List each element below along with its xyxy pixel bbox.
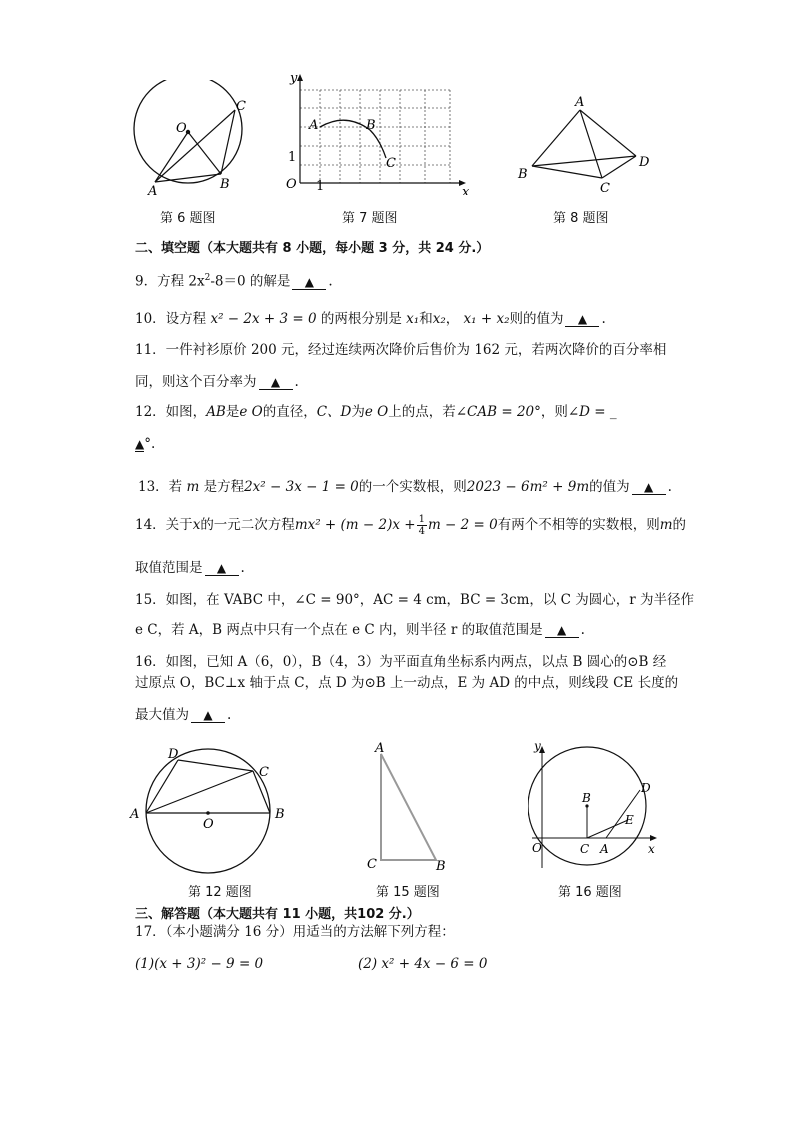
question-15-line1: 15．如图，在 VABC 中，∠C = 90°，AC = 4 cm，BC = 3cm，以 C 为圆心，r 为半径作: [135, 592, 695, 608]
question-17-part1: (1)(x + 3)² − 9 = 0: [135, 956, 264, 972]
label-d: D: [639, 155, 650, 170]
label-b: B: [366, 118, 376, 133]
figure-6: [128, 80, 258, 200]
caption-fig8: 第 8 题图: [553, 211, 609, 226]
label-origin: O: [286, 177, 297, 192]
section-2-heading: 二、填空题（本大题共有 8 小题，每小题 3 分，共 24 分.）: [135, 241, 490, 256]
label-c: C: [386, 156, 396, 171]
label-d: D: [168, 747, 179, 762]
question-11-line1: 11．一件衬衫原价 200 元，经过连续两次降价后售价为 162 元，若两次降价的百分率相: [135, 342, 667, 358]
question-12-line1: 12．如图，AB是e O的直径，C、D为e O上的点，若∠CAB = 20°，则∠D = _: [135, 404, 617, 420]
caption-fig6: 第 6 题图: [160, 211, 216, 226]
caption-fig7: 第 7 题图: [342, 211, 398, 226]
label-o: O: [176, 121, 187, 136]
label-e: E: [625, 813, 634, 827]
section-3-heading: 三、解答题（本大题共有 11 小题，共102 分.）: [135, 907, 420, 922]
arc-abc: [320, 120, 386, 158]
question-16-line1: 16．如图，已知 A（6，0），B（4，3）为平面直角坐标系内两点，以点 B 圆心的⊙B 经: [135, 654, 667, 670]
label-one-x: 1: [316, 179, 325, 194]
label-d: D: [641, 781, 651, 795]
label-b: B: [582, 791, 591, 805]
label-b: B: [518, 167, 528, 182]
question-16-line2: 过原点 O，BC⊥x 轴于点 C，点 D 为⊙B 上一动点，E 为 AD 的中点，则线段 CE 长度的: [135, 675, 679, 691]
label-a: A: [375, 741, 385, 756]
label-c: C: [259, 765, 269, 780]
answer-blank[interactable]: ▲: [292, 275, 326, 290]
question-10: 10．设方程 x² − 2x + 3 = 0 的两根分别是 x₁和x₂， x₁ + x₂则的值为 ▲ .: [135, 311, 606, 327]
question-11-line2: 同，则这个百分率为 ▲ .: [135, 374, 299, 390]
q9-sup: 2: [204, 273, 211, 283]
question-17-intro: 17．（本小题满分 16 分）用适当的方法解下列方程：: [135, 924, 455, 940]
label-c: C: [236, 99, 246, 114]
answer-blank[interactable]: ▲: [545, 623, 579, 638]
figure-12: [128, 740, 298, 880]
answer-blank[interactable]: ▲: [205, 561, 239, 576]
caption-fig16: 第 16 题图: [558, 885, 622, 900]
figure-16-diagram: [528, 740, 663, 875]
label-a: A: [148, 184, 158, 199]
label-a: A: [309, 118, 319, 133]
label-o: O: [203, 817, 214, 832]
label-a: A: [130, 807, 140, 822]
circle-o: [146, 749, 270, 873]
label-y: y: [290, 71, 298, 86]
q10-equation: x² − 2x + 3 = 0: [210, 311, 317, 327]
caption-fig12: 第 12 题图: [188, 885, 252, 900]
label-a: A: [575, 95, 585, 110]
figure-7-diagram: [282, 70, 477, 195]
triangle-abc: [381, 754, 436, 860]
figure-15-diagram: [360, 738, 460, 873]
label-c: C: [600, 181, 610, 196]
figure-7: [282, 70, 477, 195]
figure-6-diagram: [128, 80, 258, 200]
question-15-line2: e C，若 A，B 两点中只有一个点在 e C 内，则半径 r 的取值范围是 ▲ .: [135, 622, 585, 638]
question-12-line2: ▲°.: [135, 436, 156, 452]
answer-blank[interactable]: ▲: [565, 312, 599, 327]
caption-fig15: 第 15 题图: [376, 885, 440, 900]
label-origin: O: [532, 841, 542, 855]
label-x: x: [648, 842, 655, 856]
figure-8-diagram: [512, 92, 662, 197]
label-y: y: [534, 740, 541, 753]
label-b: B: [220, 177, 230, 192]
q9-suffix: -8＝0 的解是: [210, 273, 291, 290]
label-x: x: [462, 185, 470, 195]
label-one-y: 1: [288, 150, 297, 165]
question-14-line2: 取值范围是 ▲ .: [135, 560, 245, 576]
fraction-one-quarter: $\frac{1}{4}$: [418, 514, 425, 537]
figure-16: [528, 740, 663, 875]
question-14-line1: 14．关于x的一元二次方程mx² + (m − 2)x + $\frac{1}{4}$ m − 2 = 0有两个不相等的实数根，则m的: [135, 514, 687, 537]
figure-15: [360, 738, 460, 873]
question-13: 13．若 m 是方程2x² − 3x − 1 = 0的一个实数根，则2023 − 6m² + 9m的值为 ▲ .: [138, 479, 672, 495]
question-17-part2: (2) x² + 4x − 6 = 0: [358, 956, 488, 972]
answer-blank[interactable]: ▲: [632, 480, 666, 495]
answer-blank[interactable]: ▲: [191, 708, 225, 723]
figure-12-diagram: [128, 740, 298, 880]
question-16-line3: 最大值为 ▲ .: [135, 707, 232, 723]
label-b: B: [275, 807, 285, 822]
answer-blank[interactable]: ▲: [135, 437, 145, 451]
question-9: 9．方程 $2x^2-8=0$ 的解是 ▲ .: [135, 273, 333, 290]
label-c: C: [367, 857, 377, 872]
figure-8: [512, 92, 662, 197]
answer-blank[interactable]: ▲: [259, 375, 293, 390]
label-b: B: [436, 859, 446, 873]
label-a: A: [600, 842, 609, 856]
label-c: C: [580, 842, 590, 856]
q9-prefix: 9．方程 2x: [135, 273, 205, 290]
